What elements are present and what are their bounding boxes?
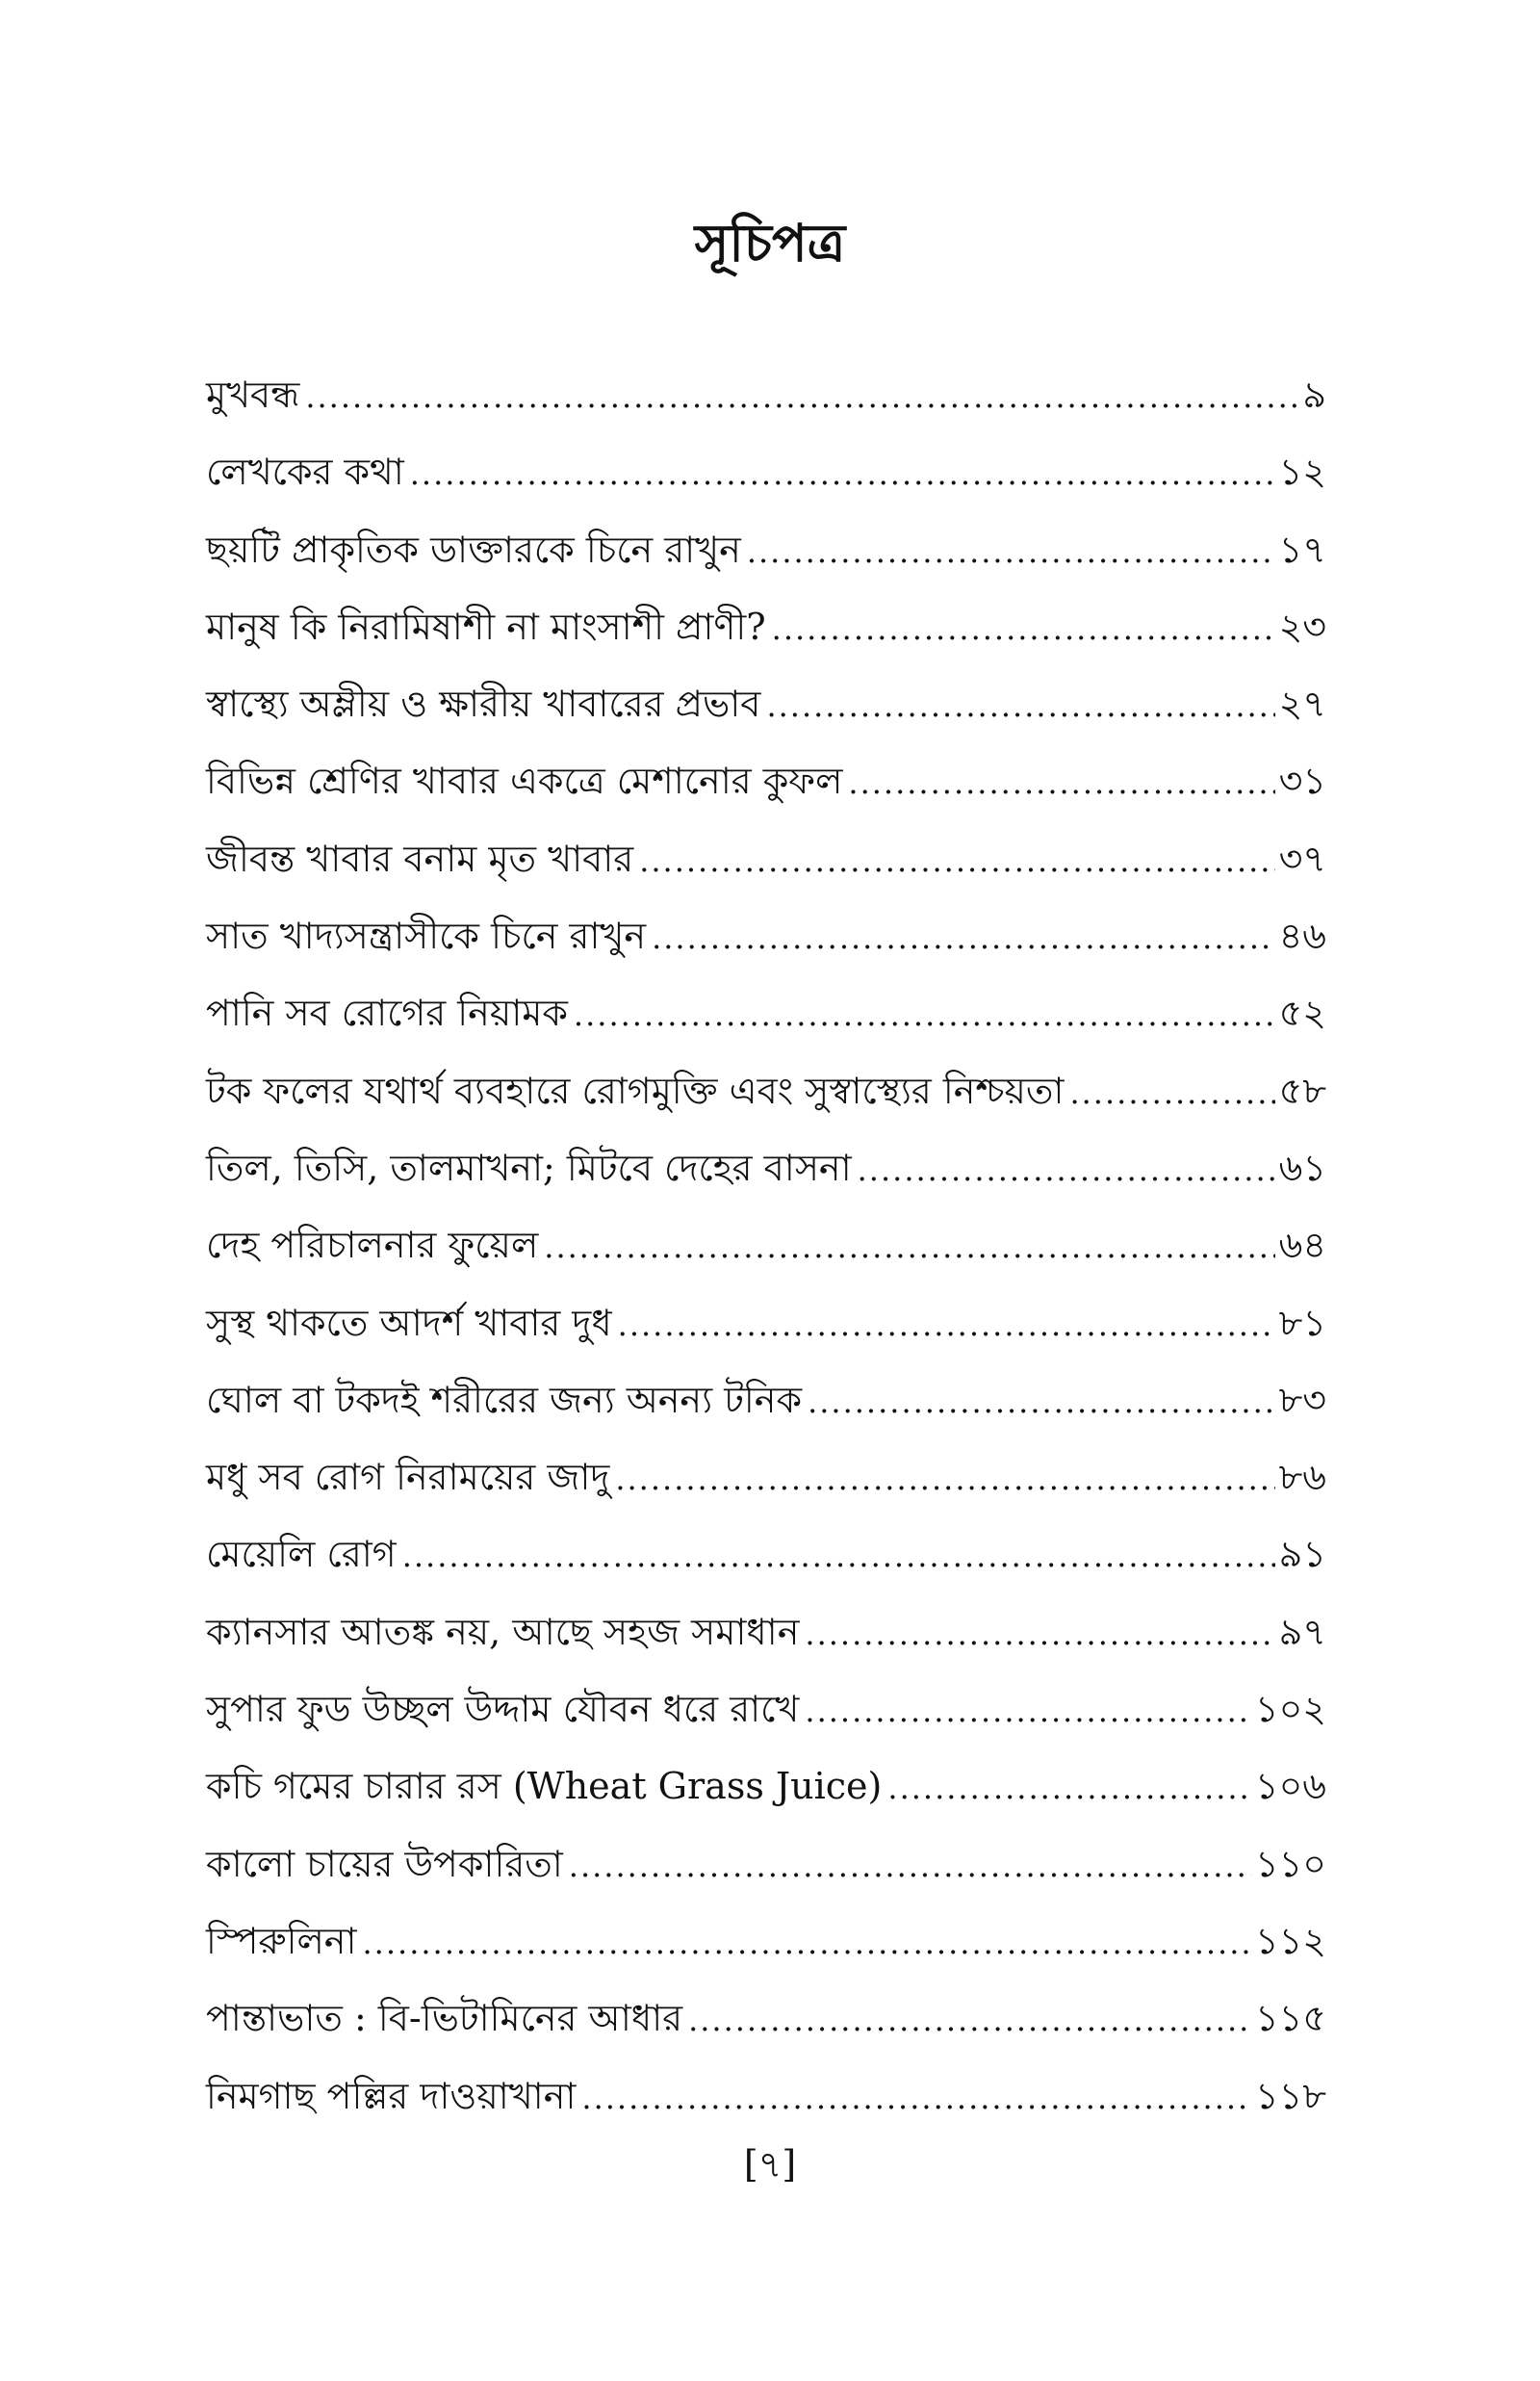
dot-leader — [574, 976, 1275, 1053]
toc-entry-page: ৯৭ — [1278, 1610, 1326, 1653]
toc-entry-title: নিমগাছ পল্লির দাওয়াখানা — [206, 2074, 577, 2117]
toc-entry-page: ১১৮ — [1255, 2074, 1326, 2117]
toc-entry-title: ঘোল বা টকদই শরীরের জন্য অনন্য টনিক — [206, 1378, 803, 1421]
dot-leader — [363, 1904, 1251, 1981]
toc-entry-title: তিল, তিসি, তালমাখনা; মিটবে দেহের বাসনা — [206, 1146, 852, 1189]
toc-entry-title: মুখবন্ধ — [206, 374, 300, 416]
toc-entry-page: ৯ — [1302, 374, 1326, 416]
toc-entry-title: বিভিন্ন শ্রেণির খাবার একত্রে মেশানোর কুফল — [206, 760, 843, 803]
toc-entry — [206, 1052, 1326, 1129]
dot-leader — [858, 1131, 1275, 1208]
toc-entry-title: কচি গমের চারার রস (Wheat Grass Juice) — [206, 1765, 883, 1808]
dot-leader — [618, 1286, 1275, 1363]
toc-entry-title: সাত খাদ্যসন্ত্রাসীকে চিনে রাখুন — [206, 915, 647, 958]
page-title: সূচিপত্র — [694, 212, 846, 273]
toc-entry — [206, 1438, 1326, 1515]
toc-entry-title: পান্তাভাত : বি-ভিটামিনের আধার — [206, 1997, 683, 2040]
toc-entry — [206, 1206, 1326, 1283]
toc-entry-title: মানুষ কি নিরামিষাশী না মাংসাশী প্রাণী? — [206, 605, 766, 648]
toc-entry-title: দেহ পরিচালনার ফুয়েল — [206, 1224, 539, 1267]
toc-entry-title: কালো চায়ের উপকারিতা — [206, 1842, 563, 1885]
toc-entry — [206, 1825, 1326, 1902]
dot-leader — [402, 1517, 1275, 1594]
toc-entry-page: ৬৪ — [1278, 1224, 1326, 1267]
toc-entry-title: ক্যানসার আতঙ্ক নয়, আছে সহজ সমাধান — [206, 1610, 800, 1653]
dot-leader — [772, 590, 1275, 667]
dot-leader — [747, 513, 1275, 590]
toc-entry-title: ছয়টি প্রাকৃতিক ডাক্তারকে চিনে রাখুন — [206, 528, 741, 571]
dot-leader — [569, 1827, 1251, 1904]
toc-entry-page: ১০৬ — [1254, 1765, 1326, 1808]
toc-entry — [206, 588, 1326, 665]
toc-entry-page: ১৭ — [1278, 528, 1326, 571]
toc-entry-page: ২৭ — [1278, 683, 1326, 726]
toc-entry — [206, 2057, 1326, 2135]
toc-entry-page: ২৩ — [1278, 605, 1326, 648]
toc-entry-page: ১২ — [1278, 451, 1326, 494]
toc-entry-page: ১১২ — [1254, 1919, 1326, 1962]
toc-entry-page: ১০২ — [1254, 1688, 1326, 1731]
page-number: [৭] — [743, 2143, 797, 2186]
dot-leader — [848, 744, 1274, 821]
toc-entry-page: ৮৩ — [1278, 1378, 1326, 1421]
dot-leader — [805, 1672, 1251, 1749]
table-of-contents — [206, 356, 1326, 2135]
dot-leader — [808, 1363, 1275, 1440]
toc-entry-page: ৫৮ — [1278, 1069, 1326, 1112]
dot-leader — [805, 1595, 1274, 1672]
toc-entry — [206, 1747, 1326, 1825]
toc-entry-page: ৪৬ — [1278, 915, 1326, 958]
toc-entry-title: লেখকের কথা — [206, 451, 404, 494]
toc-entry — [206, 665, 1326, 742]
toc-entry — [206, 897, 1326, 974]
toc-entry — [206, 433, 1326, 510]
toc-entry-title: পানি সব রোগের নিয়ামক — [206, 992, 568, 1035]
toc-entry — [206, 820, 1326, 897]
toc-entry-page: ৬১ — [1278, 1146, 1326, 1189]
toc-entry-title: জীবন্ত খাবার বনাম মৃত খাবার — [206, 837, 634, 880]
dot-leader — [639, 822, 1274, 899]
toc-entry — [206, 974, 1326, 1051]
dot-leader — [410, 435, 1275, 512]
toc-entry — [206, 1284, 1326, 1361]
toc-entry-page: ৩৭ — [1278, 837, 1326, 880]
toc-entry-title: স্বাস্থ্যে অম্লীয় ও ক্ষারীয় খাবারের প্রভাব — [206, 683, 761, 726]
toc-entry — [206, 1980, 1326, 2057]
toc-entry — [206, 1515, 1326, 1592]
toc-entry-title: মেয়েলি রোগ — [206, 1533, 397, 1576]
toc-entry-page: ৮৬ — [1278, 1456, 1326, 1499]
dot-leader — [766, 667, 1274, 744]
toc-entry — [206, 742, 1326, 819]
dot-leader — [1069, 1054, 1274, 1131]
dot-leader — [887, 1749, 1251, 1826]
dot-leader — [652, 899, 1275, 976]
dot-leader — [544, 1208, 1274, 1285]
toc-entry-title: মধু সব রোগ নিরাময়ের জাদু — [206, 1456, 610, 1499]
toc-entry-page: ৩১ — [1278, 760, 1326, 803]
toc-entry — [206, 1593, 1326, 1670]
dot-leader — [688, 1981, 1251, 2058]
toc-entry — [206, 511, 1326, 588]
toc-entry — [206, 1902, 1326, 1980]
toc-entry-page: ৮১ — [1278, 1301, 1326, 1344]
toc-entry — [206, 1670, 1326, 1747]
toc-entry-page: ৯১ — [1278, 1533, 1326, 1576]
toc-entry — [206, 1361, 1326, 1438]
dot-leader — [615, 1440, 1274, 1517]
toc-entry — [206, 1129, 1326, 1206]
toc-entry-title: সুপার ফুড উচ্ছল উদ্দাম যৌবন ধরে রাখে — [206, 1688, 800, 1731]
toc-entry — [206, 356, 1326, 433]
toc-entry-page: ৫২ — [1278, 992, 1326, 1035]
toc-entry-title: টক ফলের যথার্থ ব্যবহারে রোগমুক্তি এবং সুস্বাস্থ্যের নিশ্চয়তা — [206, 1069, 1065, 1112]
dot-leader — [581, 2059, 1251, 2136]
dot-leader — [305, 358, 1298, 435]
toc-entry-title: স্পিরুলিনা — [206, 1919, 357, 1962]
toc-entry-title: সুস্থ থাকতে আদর্শ খাবার দুধ — [206, 1301, 612, 1344]
toc-entry-page: ১১০ — [1254, 1842, 1326, 1885]
toc-entry-page: ১১৫ — [1255, 1997, 1326, 2040]
